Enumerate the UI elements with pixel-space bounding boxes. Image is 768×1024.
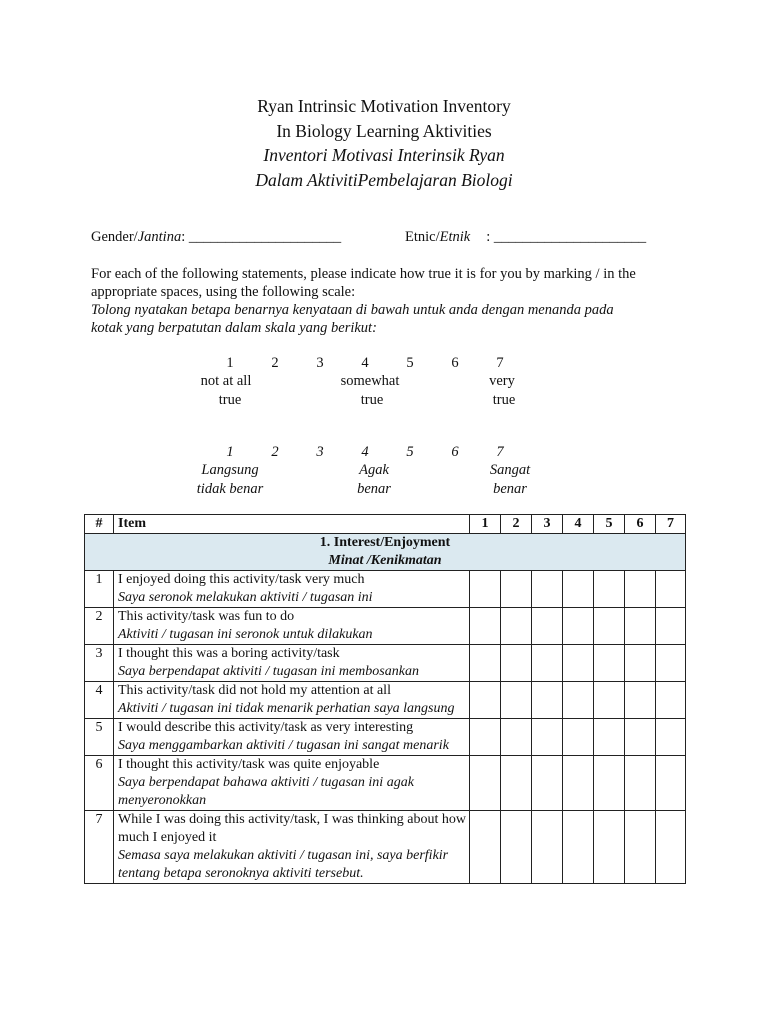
- scale-number: 3: [316, 444, 324, 460]
- title-line-3: Inventori Motivasi Interinsik Ryan: [263, 145, 505, 165]
- rating-cell-7[interactable]: [656, 571, 686, 608]
- scale-mid-label: somewhat: [340, 373, 400, 389]
- rating-cell-4[interactable]: [563, 645, 594, 682]
- rating-cell-2[interactable]: [501, 682, 532, 719]
- table-row: [85, 756, 686, 811]
- rating-cell-1[interactable]: [470, 682, 501, 719]
- rating-cell-1[interactable]: [470, 645, 501, 682]
- table-row: [85, 719, 686, 756]
- rating-cell-6[interactable]: [625, 608, 656, 645]
- scale-number: 6: [451, 355, 459, 371]
- rating-cell-3[interactable]: [532, 811, 563, 884]
- rating-cell-3[interactable]: [532, 682, 563, 719]
- item-text-ms: Saya berpendapat bahawa aktiviti / tugasan ini agak menyeronokkan: [118, 775, 414, 808]
- scale-number: 1: [226, 355, 234, 371]
- item-number: 3: [85, 645, 114, 682]
- instructions-ms-1: Tolong nyatakan betapa benarnya kenyataan di bawah untuk anda dengan menanda pada: [91, 302, 614, 318]
- scale-high-label: Sangat: [489, 462, 531, 478]
- table-row: [85, 571, 686, 608]
- rating-cell-5[interactable]: [594, 571, 625, 608]
- rating-cell-7[interactable]: [656, 645, 686, 682]
- header-num: #: [85, 515, 114, 534]
- table-header-row: [85, 515, 686, 534]
- item-text-en: While I was doing this activity/task, I was thinking about how much I enjoyed it: [118, 812, 467, 845]
- item-number: 6: [85, 756, 114, 811]
- scale-number: 1: [226, 444, 234, 460]
- item-number: 2: [85, 608, 114, 645]
- item-text: [114, 571, 470, 608]
- scale-number: 5: [406, 355, 414, 371]
- rating-cell-6[interactable]: [625, 811, 656, 884]
- document-title: [0, 94, 768, 192]
- title-line-4: Dalam AktivitiPembelajaran Biologi: [255, 169, 513, 190]
- item-number: 5: [85, 719, 114, 756]
- section-heading: [85, 534, 686, 571]
- item-number: 1: [85, 571, 114, 608]
- rating-cell-4[interactable]: [563, 719, 594, 756]
- scale-mid-label: true: [360, 392, 384, 408]
- item-text-en: This activity/task did not hold my attention at all: [118, 683, 391, 698]
- rating-cell-2[interactable]: [501, 571, 532, 608]
- table-row: [85, 645, 686, 682]
- rating-cell-5[interactable]: [594, 682, 625, 719]
- rating-cell-2[interactable]: [501, 645, 532, 682]
- ethnic-label-ms: Etnik: [439, 229, 471, 245]
- header-scale-6: 6: [625, 515, 656, 534]
- scale-low-label: not at all: [200, 373, 252, 389]
- item-text-en: This activity/task was fun to do: [118, 609, 295, 624]
- section-title-en: 1. Interest/Enjoyment: [319, 535, 451, 550]
- table-row: [85, 682, 686, 719]
- rating-cell-5[interactable]: [594, 645, 625, 682]
- scale-number: 2: [271, 444, 279, 460]
- rating-cell-2[interactable]: [501, 719, 532, 756]
- rating-cell-4[interactable]: [563, 682, 594, 719]
- gender-blank[interactable]: : _____________________: [181, 229, 342, 245]
- ethnic-blank[interactable]: : _____________________: [486, 229, 647, 245]
- scale-mid-label: Agak: [359, 462, 389, 478]
- rating-cell-7[interactable]: [656, 811, 686, 884]
- item-text: [114, 719, 470, 756]
- instructions-en-1: For each of the following statements, please indicate how true it is for you by marking / in the: [91, 266, 636, 282]
- header-scale-2: 2: [501, 515, 532, 534]
- scale-high-label: benar: [493, 481, 527, 497]
- rating-cell-1[interactable]: [470, 608, 501, 645]
- gender-field[interactable]: [91, 229, 341, 246]
- rating-cell-3[interactable]: [532, 608, 563, 645]
- rating-cell-6[interactable]: [625, 571, 656, 608]
- header-item: Item: [114, 515, 470, 534]
- item-text: [114, 756, 470, 811]
- rating-cell-2[interactable]: [501, 811, 532, 884]
- scale-low-label: true: [218, 392, 242, 408]
- inventory-table: [84, 514, 686, 884]
- scale-high-label: very: [489, 373, 515, 389]
- table-row: [85, 811, 686, 884]
- header-scale-4: 4: [563, 515, 594, 534]
- instructions-ms-2: kotak yang berpatutan dalam skala yang berikut:: [91, 320, 377, 336]
- scale-number: 3: [316, 355, 324, 371]
- item-text-en: I thought this activity/task was quite enjoyable: [118, 757, 380, 772]
- rating-cell-7[interactable]: [656, 719, 686, 756]
- item-text: [114, 608, 470, 645]
- rating-cell-3[interactable]: [532, 645, 563, 682]
- header-scale-3: 3: [532, 515, 563, 534]
- rating-cell-6[interactable]: [625, 645, 656, 682]
- scale-number: 4: [361, 355, 369, 371]
- rating-cell-5[interactable]: [594, 811, 625, 884]
- item-number: 7: [85, 811, 114, 884]
- item-text-en: I enjoyed doing this activity/task very much: [118, 572, 365, 587]
- item-text: [114, 682, 470, 719]
- instructions: [91, 265, 691, 337]
- rating-cell-5[interactable]: [594, 756, 625, 811]
- rating-cell-6[interactable]: [625, 756, 656, 811]
- rating-cell-6[interactable]: [625, 719, 656, 756]
- table-row: [85, 608, 686, 645]
- item-text-ms: Semasa saya melakukan aktiviti / tugasan ini, saya berfikir tentang betapa seronoknya aktiviti tersebut.: [118, 848, 449, 881]
- rating-cell-3[interactable]: [532, 571, 563, 608]
- ethnic-label: Etnic/: [405, 229, 440, 245]
- item-text-ms: Aktiviti / tugasan ini tidak menarik perhatian saya langsung: [118, 701, 455, 716]
- gender-label: Gender/: [91, 229, 138, 245]
- item-number: 4: [85, 682, 114, 719]
- item-text-ms: Aktiviti / tugasan ini seronok untuk dilakukan: [118, 627, 373, 642]
- rating-cell-3[interactable]: [532, 719, 563, 756]
- rating-cell-5[interactable]: [594, 719, 625, 756]
- scale-number: 6: [451, 444, 459, 460]
- instructions-en-2: appropriate spaces, using the following scale:: [91, 284, 356, 300]
- rating-cell-4[interactable]: [563, 571, 594, 608]
- scale-high-label: true: [492, 392, 516, 408]
- rating-cell-1[interactable]: [470, 571, 501, 608]
- item-text-ms: Saya berpendapat aktiviti / tugasan ini membosankan: [118, 664, 419, 679]
- scale-low-label: tidak benar: [196, 481, 264, 497]
- rating-cell-2[interactable]: [501, 608, 532, 645]
- header-scale-1: 1: [470, 515, 501, 534]
- rating-cell-7[interactable]: [656, 756, 686, 811]
- rating-cell-7[interactable]: [656, 608, 686, 645]
- item-text-ms: Saya seronok melakukan aktiviti / tugasan ini: [118, 590, 373, 605]
- section-title-ms: Minat /Kenikmatan: [328, 553, 442, 568]
- rating-cell-4[interactable]: [563, 756, 594, 811]
- item-text: [114, 811, 470, 884]
- header-scale-5: 5: [594, 515, 625, 534]
- rating-cell-5[interactable]: [594, 608, 625, 645]
- scale-number: 7: [496, 355, 504, 371]
- scale-number: 4: [361, 444, 369, 460]
- ethnic-field[interactable]: [405, 229, 646, 246]
- rating-cell-1[interactable]: [470, 719, 501, 756]
- scale-mid-label: benar: [357, 481, 391, 497]
- gender-label-ms: Jantina: [137, 229, 182, 245]
- rating-cell-3[interactable]: [532, 756, 563, 811]
- rating-cell-4[interactable]: [563, 811, 594, 884]
- item-text-en: I would describe this activity/task as very interesting: [118, 720, 414, 735]
- item-text-ms: Saya menggambarkan aktiviti / tugasan ini sangat menarik: [118, 738, 449, 753]
- scale-number: 2: [271, 355, 279, 371]
- rating-cell-1[interactable]: [470, 756, 501, 811]
- item-text-en: I thought this was a boring activity/task: [118, 646, 340, 661]
- scale-number: 5: [406, 444, 414, 460]
- section-row: [85, 534, 686, 571]
- item-text: [114, 645, 470, 682]
- rating-cell-2[interactable]: [501, 756, 532, 811]
- scale-low-label: Langsung: [201, 462, 259, 478]
- rating-cell-1[interactable]: [470, 811, 501, 884]
- rating-cell-7[interactable]: [656, 682, 686, 719]
- rating-cell-6[interactable]: [625, 682, 656, 719]
- title-line-1: Ryan Intrinsic Motivation Inventory: [257, 96, 511, 116]
- title-line-2: In Biology Learning Aktivities: [276, 120, 492, 141]
- header-scale-7: 7: [656, 515, 686, 534]
- scale-number: 7: [496, 444, 504, 460]
- rating-cell-4[interactable]: [563, 608, 594, 645]
